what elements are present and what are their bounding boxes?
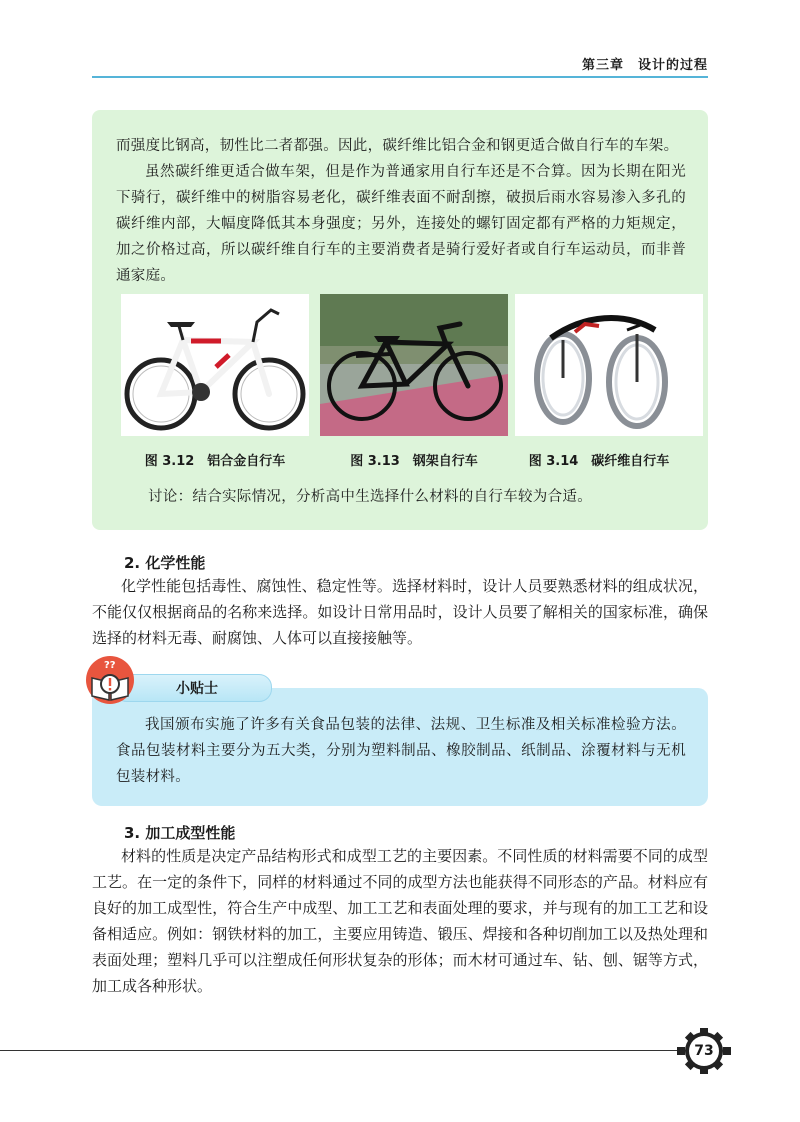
tip-book-icon	[82, 650, 138, 706]
header-rule	[92, 76, 708, 78]
figure-carbon-bike	[515, 294, 703, 436]
box-paragraph-1: 而强度比钢高，韧性比二者都强。因此，碳纤维比铝合金和钢更适合做自行车的车架。	[116, 138, 679, 154]
footer-rule	[0, 1050, 690, 1051]
page-number: 73	[694, 1043, 714, 1059]
caption-figure-3-12: 图 3.12 铝合金自行车	[144, 454, 286, 469]
carbon-bike-illustration	[515, 294, 683, 436]
chapter-title: 第三章 设计的过程	[581, 58, 708, 73]
caption-figure-3-13: 图 3.13 钢架自行车	[350, 454, 478, 469]
caption-figure-3-14: 图 3.14 碳纤维自行车	[528, 454, 670, 469]
figure-steel-bike	[320, 294, 508, 436]
discussion-prompt: 讨论：结合实际情况，分析高中生选择什么材料的自行车较为合适。	[148, 489, 592, 505]
section-2-text: 化学性能包括毒性、腐蚀性、稳定性等。选择材料时，设计人员要熟悉材料的组成状况，不能仅仅根据商品的名称来选择。如设计日常用品时，设计人员要了解相关的国家标准，确保选择的材料无毒、耐腐蚀、人体可以直接接触等。	[92, 577, 708, 647]
steel-bike-illustration	[320, 294, 508, 436]
tip-text: 我国颁布实施了许多有关食品包装的法律、法规、卫生标准及相关标准检验方法。食品包装材料主要分为五大类，分别为塑料制品、橡胶制品、纸制品、涂覆材料与无机包装材料。	[116, 717, 686, 785]
tip-question-marks: ?‌?	[104, 660, 116, 671]
box-paragraph-2: 虽然碳纤维更适合做车架，但是作为普通家用自行车还是不合算。因为长期在阳光下骑行，碳纤维中的树脂容易老化，碳纤维表面不耐刮擦，破损后雨水容易渗入多孔的碳纤维内部，大幅度降低其本身强度；另外，连接处的螺钉固定都有严格的力矩规定，加之价格过高，所以碳纤维自行车的主要消费者是骑行爱好者或自行车运动员，而非普通家庭。	[116, 164, 686, 284]
aluminum-bike-illustration	[121, 294, 309, 436]
figure-aluminum-bike	[121, 294, 309, 436]
section-3-heading: 3. 加工成型性能	[124, 824, 236, 842]
section-3-text: 材料的性质是决定产品结构形式和成型工艺的主要因素。不同性质的材料需要不同的成型工艺。在一定的条件下，同样的材料通过不同的成型方法也能获得不同形态的产品。材料应有良好的加工成型性，符合生产中成型、加工工艺和表面处理的要求，并与现有的加工工艺和设备相适应。例如：钢铁材料的加工，主要应用铸造、锻压、焊接和各种切削加工以及热处理和表面处理；塑料几乎可以注塑成任何形状复杂的形体；而木材可通过车、钻、刨、锯等方式，加工成各种形状。	[92, 847, 708, 995]
section-2-heading: 2. 化学性能	[124, 554, 206, 572]
tip-label: 小贴士	[176, 681, 218, 697]
